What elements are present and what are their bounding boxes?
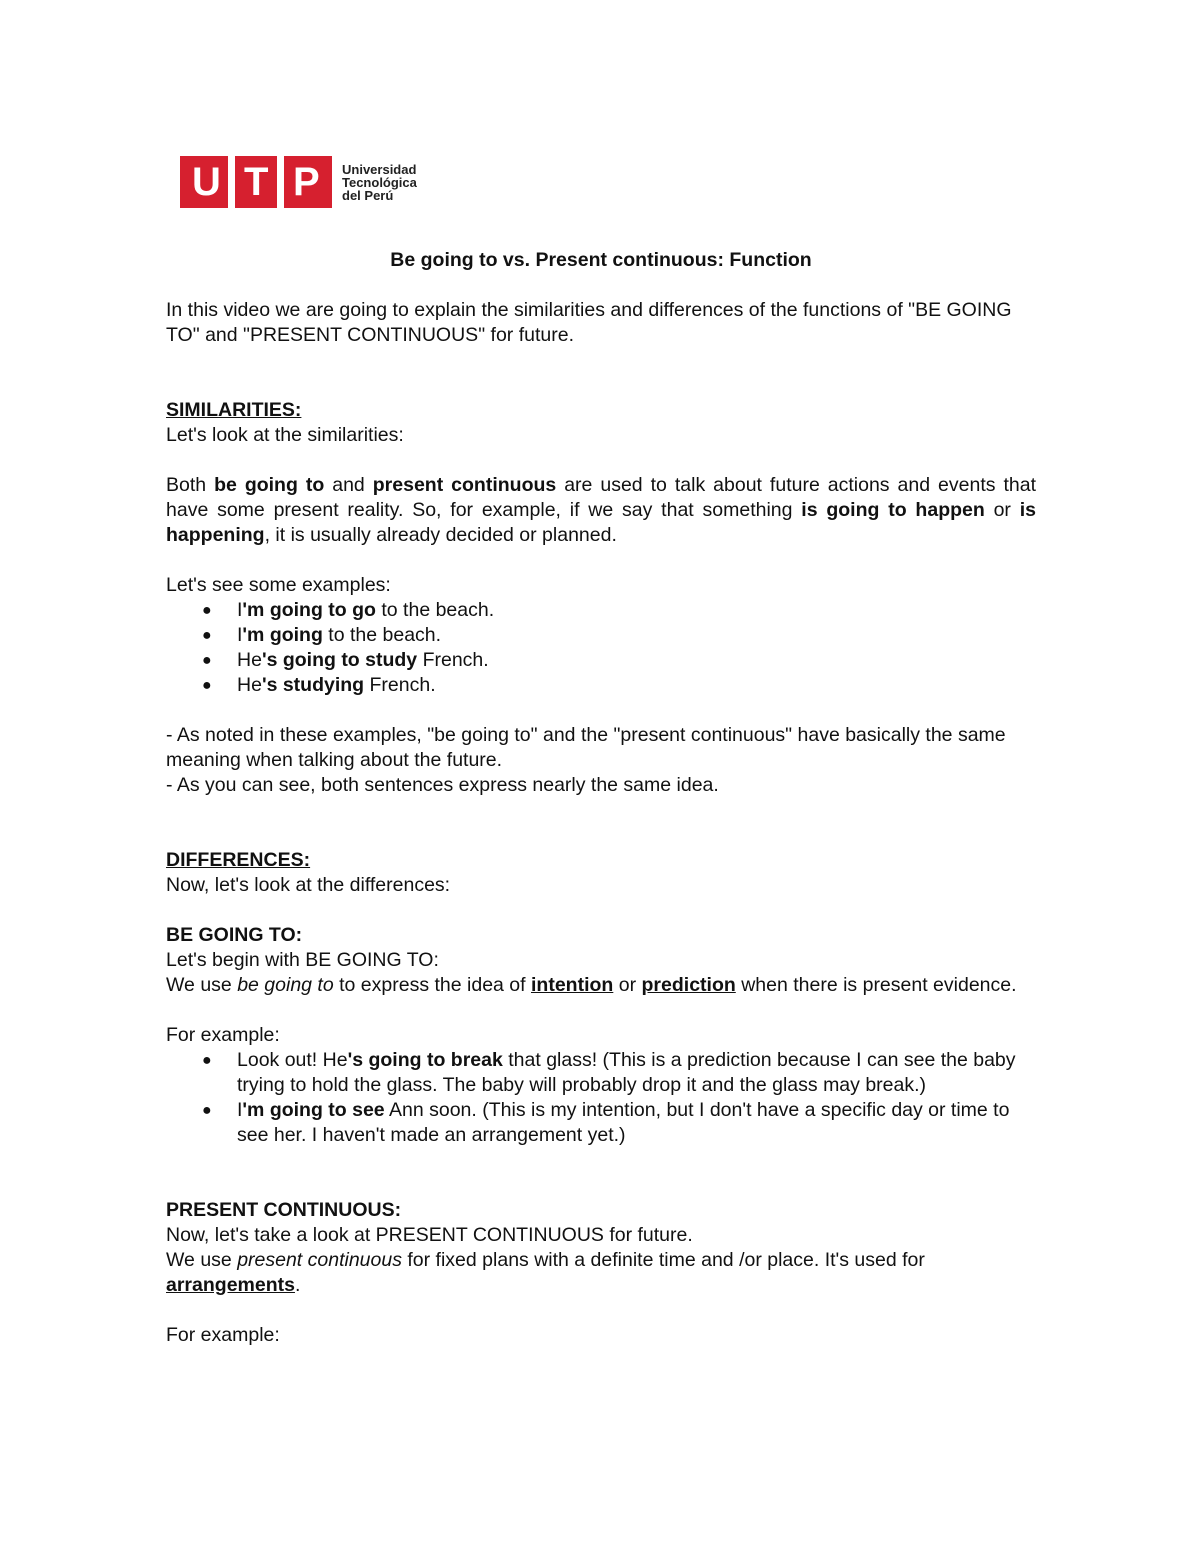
for-example-label: For example: [166,1024,280,1046]
text-run: when there is present evidence. [735,974,1017,996]
text-run: French. [364,674,436,696]
text-run: We use [166,974,238,996]
differences-lead: Now, let's look at the differences: [166,874,451,896]
present-continuous-use-paragraph [166,1248,1036,1298]
italic-term: present continuous [237,1249,402,1271]
logo-line: del Perú [342,187,394,203]
page-title: Be going to vs. Present continuous: Function [390,249,812,271]
text-run: or [984,499,1020,521]
text-run: to express the idea of [333,974,531,996]
text-run: for fixed plans with a definite time and /or place. It's used for [401,1249,925,1271]
utp-logo [180,156,417,208]
text-run: He [237,649,262,671]
note-paragraph: - As you can see, both sentences express nearly the same idea. [166,774,719,796]
present-continuous-heading: PRESENT CONTINUOUS: [166,1199,402,1221]
bullet-icon: ● [202,627,212,644]
bold-term: is happening [166,499,1036,546]
bold-term: 's going to study [261,649,418,671]
text-run: French. [417,649,489,671]
similarities-lead: Let's look at the similarities: [166,424,404,446]
logo-box [180,156,332,208]
logo-line: Universidad [342,161,417,177]
bold-term: be going to [214,474,325,496]
text-run: I [237,1099,243,1121]
logo-letter-t: T [244,160,269,204]
text-run: We use [166,1249,238,1271]
underlined-term: arrangements [166,1274,295,1296]
bullet-icon: ● [202,652,212,669]
text-run: He [237,674,262,696]
going-to-use-paragraph [166,973,1036,998]
list-item [166,1048,1036,1098]
text-run: are used to talk about future actions and events that have some present reality. So, for example, if we say that something [166,474,1036,521]
text-run: and [324,474,373,496]
bullet-icon: ● [202,602,212,619]
similarities-heading: SIMILARITIES: [166,399,302,421]
note-paragraph: - As noted in these examples, "be going to" and the "present continuous" have basically the same meaning when talking about the future. [166,724,1006,771]
for-example-label: For example: [166,1324,280,1346]
logo-letter-p: P [293,160,320,204]
bold-term: 'm going [242,624,323,646]
present-continuous-lead: Now, let's take a look at PRESENT CONTINUOUS for future. [166,1224,693,1246]
document-body [166,248,1036,1348]
list-item [166,1098,1036,1148]
logo-line: Tecnológica [342,174,417,190]
list-item [166,648,1036,673]
underlined-term: prediction [641,974,736,996]
text-run: . [294,1274,301,1296]
bold-term: 'm going to see [242,1099,385,1121]
logo-divider [228,156,235,208]
going-to-examples-list [166,1048,1036,1148]
underlined-term: intention [531,974,614,996]
list-item [166,673,1036,698]
list-item [166,598,1036,623]
bullet-icon: ● [202,677,212,694]
list-item [166,623,1036,648]
text-run: to the beach. [375,599,495,621]
bullet-icon: ● [202,1102,212,1119]
text-run: that glass! (This is a prediction because I can see the baby trying to hold the glass. The baby will probably drop it and the glass may break.) [237,1049,1016,1096]
text-run: I [237,624,243,646]
text-run: Look out! He [237,1049,348,1071]
text-run: to the beach. [322,624,442,646]
similarities-examples-list [166,598,1036,698]
text-run: Both [166,474,215,496]
text-run: Ann soon. (This is my intention, but I don't have a specific day or time to see her. I haven't made an arrangement yet.) [237,1099,1010,1146]
intro-paragraph: In this video we are going to explain the similarities and differences of the functions of "BE GOING TO" and "PRESENT CONTINUOUS" for future. [166,299,1012,346]
text-run: , it is usually already decided or planned. [264,524,617,546]
examples-lead: Let's see some examples: [166,574,391,596]
bullet-icon: ● [202,1052,212,1069]
text-run: I [237,599,243,621]
logo-divider [277,156,284,208]
differences-heading: DIFFERENCES: [166,849,311,871]
bold-term: is going to happen [801,499,985,521]
bold-term: 'm going to go [242,599,376,621]
going-to-lead: Let's begin with BE GOING TO: [166,949,439,971]
logo-text [342,163,417,202]
logo-letter-u: U [192,160,221,204]
text-run: or [613,974,642,996]
bold-term: present continuous [372,474,557,496]
going-to-heading: BE GOING TO: [166,924,303,946]
bold-term: 's studying [261,674,365,696]
italic-term: be going to [237,974,334,996]
similarities-paragraph [166,473,1036,548]
bold-term: 's going to break [347,1049,503,1071]
